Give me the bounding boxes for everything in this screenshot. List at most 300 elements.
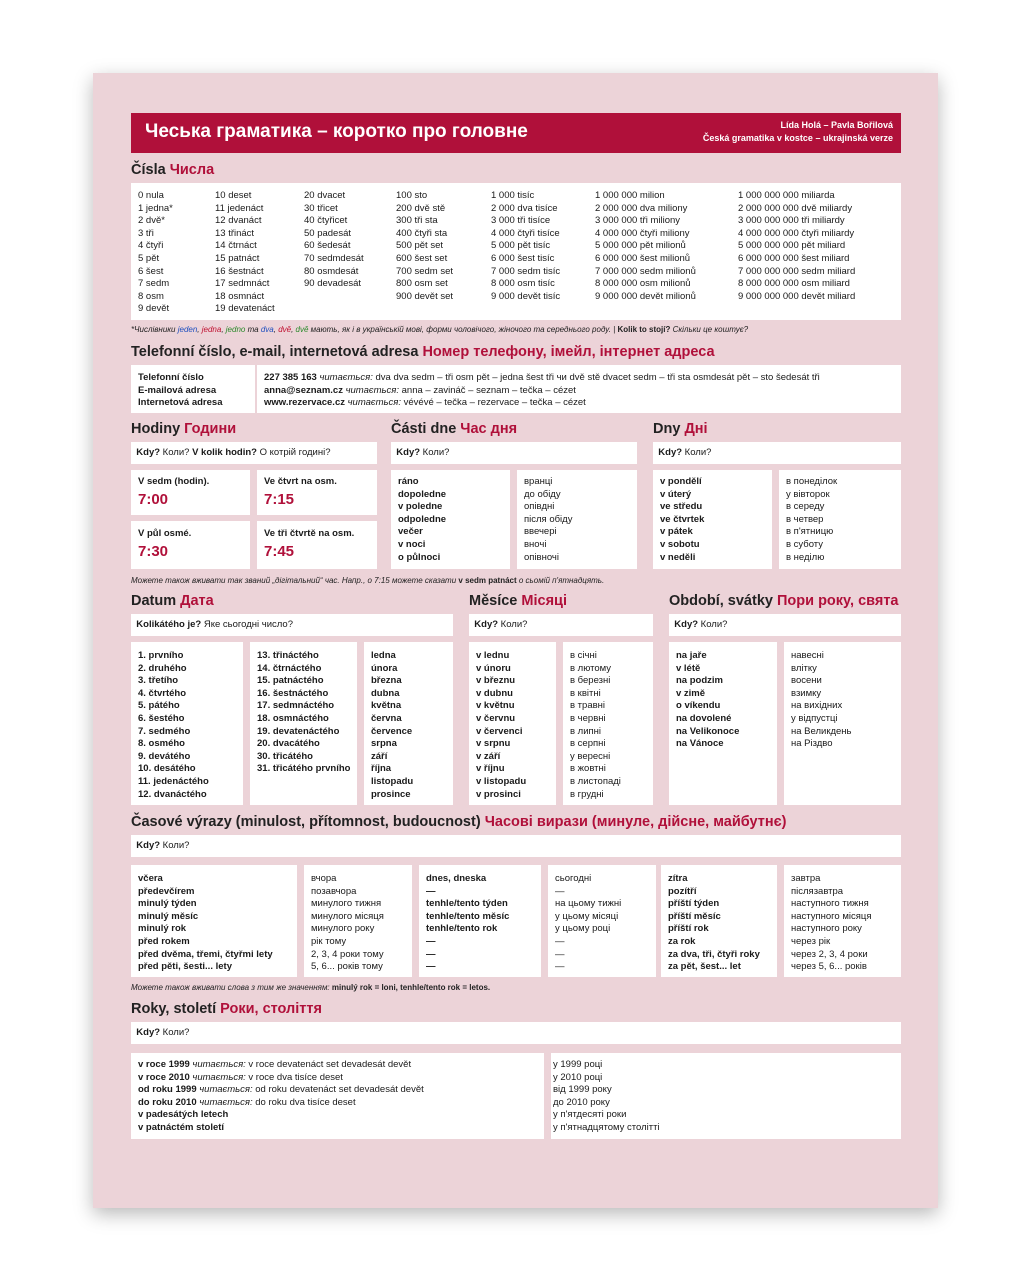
list-item: 9 000 000 000 devět miliard [738,290,856,302]
list-item: восени [791,675,822,687]
list-item: 5 pět [138,252,160,264]
hours-cell [257,470,377,515]
numbers-col-2 [304,190,364,291]
list-item: через 5, 6... років [791,961,867,973]
list-item: 3 000 000 tři miliony [595,215,681,227]
list-item: minulý rok [138,923,187,935]
list-item: у п'ятнадцятому столітті [553,1121,660,1133]
hours-label: Ve čtvrt na osm. [264,476,337,487]
months-cz [469,642,556,805]
list-item: — [426,961,436,973]
dayparts-ua [517,470,637,569]
numbers-col-1 [215,190,275,316]
list-item: через рік [791,935,831,947]
date-list-3 [371,650,413,801]
list-item: 8 osm [138,290,164,302]
list-item: 5 000 pět tisíc [491,240,551,252]
list-item: 16. šestnáctého [257,687,329,699]
list-item: 1 jedna* [138,202,173,214]
date-col-2 [250,642,357,805]
list-item: 9. devátého [138,750,191,762]
list-item: в травні [570,700,606,712]
hours-label: V sedm (hodin). [138,476,210,487]
list-item: 6 šest [138,265,164,277]
contact-row-email: anna@seznam.cz читається: anna – zavináč – seznam – tečka – cézet [264,384,576,396]
list-item: 1. prvního [138,650,184,661]
list-item: 600 šest set [396,252,448,264]
list-item: 8 000 osm tisíc [491,278,555,290]
dayparts-ua-list [524,476,572,564]
past-ua [304,865,412,977]
list-item: 5, 6... років тому [311,961,383,973]
list-item: у відпустці [791,712,838,724]
list-item: на вихідних [791,700,843,712]
hours-label: Ve tři čtvrtě na osm. [264,528,355,539]
list-item: 700 sedm set [396,265,454,277]
list-item: 4. čtvrtého [138,687,187,699]
contact-labels [138,372,222,410]
years-cz [131,1053,544,1139]
dayparts-cz-list [398,476,446,564]
list-item: до обіду [524,488,561,500]
list-item: 7 000 000 sedm milionů [595,265,696,277]
list-item: zítra [668,873,688,884]
list-item: 1 000 tisíc [491,190,535,201]
years-heading: Roky, století Роки, століття [131,1001,322,1017]
list-item: v říjnu [476,763,505,775]
list-item: минулого року [311,923,375,935]
list-item: v září [476,750,501,762]
list-item: pozítří [668,885,697,897]
list-item: za pět, šest... let [668,961,741,973]
list-item: za rok [668,935,696,947]
list-item: минулого тижня [311,898,382,910]
list-item: 900 devět set [396,290,454,302]
list-item: 8 000 000 osm milionů [595,278,691,290]
present-ua-list [555,873,621,974]
list-item: — [426,935,436,947]
list-item: у п'ятдесяті роки [553,1109,627,1121]
list-item: опівдні [524,501,555,513]
list-item: v neděli [660,551,696,563]
list-item: v létě [676,662,701,674]
hours-cell [131,470,250,515]
list-item: 3 tři [138,227,154,239]
list-item: ввечері [524,526,557,538]
present-cz-list [426,873,509,974]
contact-row-phone: 227 385 163 читається: dva dva sedm – tři osm pět – jedna šest tři чи dvě stě dvacet sedm – tři sta osmdesát pět – sto šedesát tři [264,372,820,383]
list-item: tenhle/tento měsíc [426,910,510,922]
list-item: 10 deset [215,190,252,201]
list-item: 10. desátého [138,763,196,775]
list-item: 12. dvanáctého [138,788,207,800]
list-item: o víkendu [676,700,721,712]
list-item: před rokem [138,935,190,947]
list-item: в суботу [786,538,824,550]
list-item: — [555,885,565,897]
list-item: в середу [786,501,825,513]
list-item: в червні [570,712,606,724]
list-item: 3. třetího [138,675,179,687]
list-item: 18. osmnáctého [257,712,329,724]
future-cz [661,865,777,977]
list-item: в грудні [570,788,604,800]
list-item: před pěti, šesti... lety [138,961,232,973]
list-item: 200 dvě stě [396,202,446,214]
list-item: рік тому [311,935,347,947]
list-item: ráno [398,476,419,487]
list-item: в четвер [786,513,824,525]
list-item: 7 000 000 000 sedm miliard [738,265,856,277]
list-item: dopoledne [398,488,447,500]
list-item: в березні [570,675,611,687]
date-heading: Datum Дата [131,593,214,609]
days-cz [653,470,772,569]
list-item: v květnu [476,700,515,712]
list-item: 13 třináct [215,227,255,239]
list-item: в листопаді [570,775,621,787]
hours-question: Kdy? Коли? V kolik hodin? О котрій годині? [131,442,377,464]
list-item: v poledne [398,501,443,513]
list-item: 50 padesát [304,227,352,239]
list-item: v lednu [476,650,510,661]
seasons-ua-list [791,650,852,751]
list-item: 6 000 šest tisíc [491,252,555,264]
list-item: za dva, tři, čtyři roky [668,948,760,960]
days-ua [779,470,901,569]
list-item: завтра [791,873,821,884]
contact-heading: Telefonní číslo, e-mail, internetová adresa Номер телефону, імейл, інтернет адреса [131,344,715,360]
list-item: minulý měsíc [138,910,199,922]
list-item: у 2010 році [553,1071,603,1083]
months-heading: Měsíce Місяці [469,593,567,609]
list-item: včera [138,873,163,884]
list-item: 2 000 000 000 dvě miliardy [738,202,853,214]
list-item: 8. osmého [138,738,185,750]
list-item: 4 000 000 000 čtyři miliardy [738,227,855,239]
list-item: — [555,961,565,973]
list-item: в жовтні [570,763,606,775]
list-item: 500 pět set [396,240,444,252]
list-item: 1 000 000 000 miliarda [738,190,835,201]
list-item: на Великдень [791,725,852,737]
present-ua [548,865,656,977]
list-item: v prosinci [476,788,521,800]
list-item: v únoru [476,662,511,674]
list-item: наступного року [791,923,862,935]
list-item: předevčírem [138,885,195,897]
list-item: v červnu [476,712,516,724]
list-item: навесні [791,650,824,661]
seasons-cz-list [676,650,739,751]
list-item: 20 dvacet [304,190,346,201]
list-item: 2. druhého [138,662,187,674]
list-item: наступного тижня [791,898,869,910]
list-item: ve čtvrtek [660,513,705,525]
days-question: Kdy? Коли? [653,442,901,464]
list-item: в серпні [570,738,606,750]
list-item: 13. třináctého [257,650,319,661]
list-item: 5. pátého [138,700,180,712]
future-ua [784,865,901,977]
list-item: v pondělí [660,476,702,487]
seasons-ua [784,642,901,805]
list-item: března [371,675,402,687]
date-col-3 [364,642,453,805]
numbers-table [131,183,901,320]
list-item: 90 devadesát [304,278,362,290]
list-item: 9 000 000 devět milionů [595,290,696,302]
hours-time: 7:45 [264,543,295,560]
list-item: příští měsíc [668,910,721,922]
list-item: після обіду [524,513,573,525]
years-cz-list: v roce 1999 читається: v roce devatenáct set devadesát devět v roce 2010 читається: v roce dva tisíce deset od roku 1999 читається: od roku devatenáct set devadesát devět do roku 2010 читається: do roku dva tisíce deset v padesátých letech v patnáctém století [138,1059,424,1133]
grammar-sheet [93,73,938,1208]
list-item: позавчора [311,885,357,897]
list-item: 12 dvanáct [215,215,262,227]
time-note: Можете також вживати так званий „дігітальний“ час. Напр., о 7:15 можете сказати v sedm patnáct о сьомій п'ятнадцять. [131,576,605,585]
list-item: 15 patnáct [215,252,260,264]
list-item: února [371,662,398,674]
years-ua [551,1053,901,1139]
hours-cell [257,521,377,569]
list-item: 4 000 000 čtyři miliony [595,227,690,239]
list-item: příští rok [668,923,709,935]
months-question: Kdy? Коли? [469,614,653,636]
list-item: 30 třicet [304,202,338,214]
list-item: — [426,885,436,897]
list-item: 17 sedmnáct [215,278,270,290]
list-item: 20. dvacátého [257,738,320,750]
list-item: в лютому [570,662,612,674]
list-item: 800 osm set [396,278,448,290]
authors: Lída Holá – Pavla Bořilová [780,120,893,130]
list-item: 7. sedmého [138,725,191,737]
list-item: 1 000 000 milion [595,190,665,201]
list-item: 2 dvě* [138,215,165,227]
past-cz-list [138,873,273,974]
list-item: у 1999 році [553,1059,603,1070]
list-item: ledna [371,650,396,661]
list-item: 30. třicátého [257,750,313,762]
past-ua-list [311,873,384,974]
hours-time: 7:00 [138,491,169,508]
list-item: v noci [398,538,426,550]
list-item: 60 šedesát [304,240,351,252]
list-item: 6. šestého [138,712,185,724]
list-item: в п'ятницю [786,526,834,538]
list-item: в січні [570,650,597,661]
list-item: v zimě [676,687,706,699]
future-cz-list [668,873,760,974]
numbers-col-4 [491,190,560,303]
list-item: v pátek [660,526,693,538]
seasons-heading: Období, svátky Пори року, свята [669,593,899,609]
list-item: 19. devatenáctého [257,725,340,737]
list-item: в липні [570,725,602,737]
list-item: v úterý [660,488,692,500]
numbers-col-3 [396,190,453,303]
list-item: на цьому тижні [555,898,622,910]
date-list-2 [257,650,350,776]
numbers-col-6 [738,190,855,303]
list-item: 16 šestnáct [215,265,264,277]
list-item: 3 000 tři tisíce [491,215,551,227]
list-item: prosince [371,788,411,800]
list-item: v dubnu [476,687,513,699]
list-item: 4 000 čtyři tisíce [491,227,560,239]
list-item: dnes, dneska [426,873,487,884]
list-item: na jaře [676,650,707,661]
numbers-col-5 [595,190,696,303]
list-item: влітку [791,662,817,674]
list-item: 11 jedenáct [215,202,264,214]
hours-time: 7:30 [138,543,169,560]
list-item: 6 000 000 000 šest miliard [738,252,850,264]
list-item: 6 000 000 šest milionů [595,252,691,264]
list-item: května [371,700,402,712]
book-subtitle: Česká gramatika v kostce – ukrajinská verze [702,133,893,143]
list-item: 5 000 000 pět milionů [595,240,686,252]
days-heading: Dny Дні [653,421,708,437]
list-item: 4 čtyři [138,240,164,252]
list-item: вранці [524,476,553,487]
list-item: před dvěma, třemi, čtyřmi lety [138,948,273,960]
hours-heading: Hodiny Години [131,421,237,437]
past-cz [131,865,297,977]
list-item: srpna [371,738,397,750]
timeexpr-question: Kdy? Коли? [131,835,901,857]
list-item: na Vánoce [676,738,724,750]
list-item: 2, 3, 4 роки тому [311,948,384,960]
seasons-cz [669,642,777,805]
list-item: Telefonní číslo [138,372,204,383]
list-item: 3 000 000 000 tři miliardy [738,215,845,227]
seasons-question: Kdy? Коли? [669,614,901,636]
months-ua [563,642,653,805]
list-item: у цьому місяці [555,910,619,922]
list-item: večer [398,526,423,538]
contact-values [264,372,820,410]
list-item: na podzim [676,675,723,687]
list-item: v sobotu [660,538,700,550]
list-item: у вересні [570,750,611,762]
list-item: na dovolené [676,712,732,724]
list-item: 40 čtyřicet [304,215,348,227]
list-item: 5 000 000 000 pět miliard [738,240,846,252]
page-title: Чеська граматика – коротко про головне [145,121,528,142]
list-item: odpoledne [398,513,447,525]
list-item: — [426,948,436,960]
list-item: října [371,763,392,775]
list-item: від 1999 року [553,1084,612,1096]
list-item: 17. sedmnáctého [257,700,335,712]
list-item: minulý týden [138,898,197,910]
list-item: 18 osmnáct [215,290,265,302]
list-item: ve středu [660,501,703,513]
numbers-note: *Числівники jeden, jedna, jedno та dva, dvě, dvě мають, як і в українській мові, форми чоловічого, жіночого та середнього роду. | Kolik to stojí? Скільки це коштує? [131,325,749,334]
list-item: в квітні [570,687,601,699]
list-item: післязавтра [791,885,844,897]
list-item: v srpnu [476,738,511,750]
dayparts-heading: Části dne Час дня [391,421,518,437]
dayparts-question: Kdy? Коли? [391,442,637,464]
list-item: 15. patnáctého [257,675,324,687]
list-item: через 2, 3, 4 роки [791,948,868,960]
list-item: 9 devět [138,303,170,315]
date-list-1 [138,650,209,801]
list-item: 19 devatenáct [215,303,275,315]
list-item: в неділю [786,551,825,563]
years-ua-list [553,1059,660,1135]
list-item: 14. čtrnáctého [257,662,322,674]
list-item: 14 čtrnáct [215,240,257,252]
list-item: 11. jedenáctého [138,775,209,787]
list-item: на Різдво [791,738,833,750]
list-item: 100 sto [396,190,428,201]
list-item: 2 000 000 dva miliony [595,202,688,214]
hours-cell [131,521,250,569]
list-item: dubna [371,687,400,699]
list-item: července [371,725,413,737]
list-item: tenhle/tento rok [426,923,498,935]
list-item: до 2010 року [553,1096,610,1108]
months-cz-list [476,650,526,801]
list-item: 7 sedm [138,278,170,290]
hours-label: V půl osmé. [138,528,192,539]
months-ua-list [570,650,621,801]
list-item: 70 sedmdesát [304,252,364,264]
list-item: — [555,935,565,947]
numbers-heading: Čísla Числа [131,162,215,178]
timeexpr-note: Можете також вживати слова з тим же значенням: minulý rok = loni, tenhle/tento rok = letos. [131,983,491,992]
list-item: v červenci [476,725,523,737]
list-item: 300 tři sta [396,215,438,227]
days-cz-list [660,476,704,564]
list-item: září [371,750,388,762]
numbers-col-0 [138,190,173,316]
timeexpr-heading: Časové výrazy (minulost, přítomnost, budoucnost) Часові вирази (минуле, дійсне, майбутнє) [131,814,787,830]
list-item: — [555,948,565,960]
list-item: o půlnoci [398,551,441,563]
list-item: вчора [311,873,337,884]
list-item: června [371,712,402,724]
list-item: listopadu [371,775,414,787]
date-col-1 [131,642,243,805]
dayparts-cz [391,470,510,569]
list-item: 7 000 sedm tisíc [491,265,561,277]
list-item: 80 osmdesát [304,265,359,277]
list-item: E-mailová adresa [138,384,217,396]
title-banner [131,113,901,153]
list-item: na Velikonoce [676,725,740,737]
date-question: Kolikátého je? Яке сьогодні число? [131,614,453,636]
years-question: Kdy? Коли? [131,1022,901,1044]
list-item: в понеділок [786,476,838,487]
list-item: минулого місяця [311,910,384,922]
authors-block [703,119,893,145]
list-item: у вівторок [786,488,830,500]
list-item: сьогодні [555,873,592,884]
days-ua-list [786,476,837,564]
list-item: 8 000 000 000 osm miliard [738,278,850,290]
list-item: v listopadu [476,775,527,787]
contact-row-web: www.rezervace.cz читається: vévévé – tečka – rezervace – tečka – cézet [264,397,586,409]
future-ua-list [791,873,871,974]
list-item: вночі [524,538,547,550]
present-cz [419,865,541,977]
list-item: 0 nula [138,190,164,201]
